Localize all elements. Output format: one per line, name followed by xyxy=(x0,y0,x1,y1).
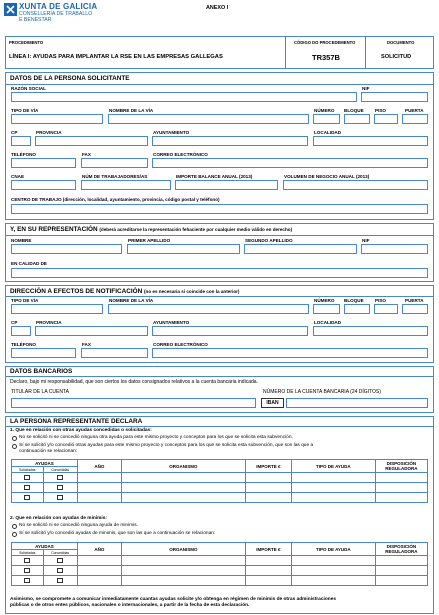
concedida-checkbox[interactable] xyxy=(57,578,63,583)
logo-title: XUNTA DE GALICIA xyxy=(19,2,98,11)
q2-text: 2. Que en relación con ayudas de minimis: xyxy=(10,516,108,521)
table-row xyxy=(12,473,428,483)
not-numero-label: NÚMERO xyxy=(314,298,335,303)
piso-label: PISO xyxy=(375,108,386,113)
tipo-header-2: TIPO DE AYUDA xyxy=(291,543,375,556)
not-numero-input[interactable] xyxy=(313,304,340,314)
solicitada-checkbox[interactable] xyxy=(24,568,30,573)
solicitada-checkbox[interactable] xyxy=(24,485,30,490)
notification-title-text: DIRECCIÓN A EFECTOS DE NOTIFICACIÓN xyxy=(10,288,143,295)
code-col-label: CÓDIGO DO PROCEDEMENTO xyxy=(294,40,356,45)
correo-input[interactable] xyxy=(152,158,428,168)
not-puerta-input[interactable] xyxy=(402,304,428,314)
not-provincia-input[interactable] xyxy=(35,326,148,336)
bank-declaration: Declaro, bajo mi responsabilidad, que son ciertos los datos consignados relativos a la cuenta bancaria indicada. xyxy=(10,379,258,385)
q1-option-yes-text: Sí se solicitó y/o concedió otras ayudas para este mismo proyecto y conceptos para los que se solicita esta subvención, que son las que a xyxy=(19,443,314,448)
footer-text-1: Asimismo, se compromete a comunicar inmediatamente cuantas ayudas solicite y/o obtenga en régimen de minimis de otras administraciones xyxy=(10,597,337,602)
not-localidad-label: LOCALIDAD xyxy=(314,320,342,325)
representation-title-text: Y, EN SU REPRESENTACIÓN xyxy=(10,226,98,233)
q2-option-yes-text: Sí se solicitó y/o concedió ayudas de minimis, que son las que a continuación se relacionan: xyxy=(19,531,216,536)
fax-input[interactable] xyxy=(81,158,148,168)
not-telefono-label: TELÉFONO xyxy=(11,342,37,347)
titular-input[interactable] xyxy=(11,398,256,408)
piso-input[interactable] xyxy=(374,114,398,124)
importe-header: IMPORTE € xyxy=(245,460,291,473)
tipo-header: TIPO DE AYUDA xyxy=(291,460,375,473)
titular-label: TITULAR DE LA CUENTA xyxy=(11,389,69,395)
ayudas-header: AYUDAS xyxy=(12,460,78,467)
telefono-input[interactable] xyxy=(11,158,76,168)
provincia-label: PROVINCIA xyxy=(36,130,62,135)
nif-label: NIF xyxy=(362,86,370,91)
not-piso-input[interactable] xyxy=(374,304,398,314)
cp-label: CP xyxy=(11,130,18,135)
applicant-title: DATOS DE LA PERSONA SOLICITANTE xyxy=(10,75,130,82)
not-nombre-via-input[interactable] xyxy=(108,304,309,314)
telefono-label: TELÉFONO xyxy=(11,152,37,157)
cnae-input[interactable] xyxy=(11,180,76,190)
concedida-checkbox[interactable] xyxy=(57,558,63,563)
not-tipo-via-label: TIPO DE VÍA xyxy=(11,298,39,303)
rep-primer-apellido-input[interactable] xyxy=(127,244,240,254)
code-value: TR357B xyxy=(312,53,340,62)
rep-primer-apellido-label: PRIMER APELLIDO xyxy=(128,238,171,243)
rep-nif-input[interactable] xyxy=(361,244,428,254)
solicitadas-header: Solicitadas xyxy=(12,467,44,473)
table-row xyxy=(12,493,428,503)
declares-title: LA PERSONA REPRESENTANTE DECLARA xyxy=(10,418,143,425)
procedure-box xyxy=(5,36,434,69)
q1-option-yes-text-2: continuación se relacionan: xyxy=(19,449,78,454)
not-ayuntamiento-label: AYUNTAMIENTO xyxy=(153,320,190,325)
disposicion-header-2b: REGULADORA xyxy=(385,549,418,554)
solicitada-checkbox[interactable] xyxy=(24,475,30,480)
tipo-via-input[interactable] xyxy=(11,114,103,124)
disposicion-header xyxy=(375,460,427,473)
not-fax-label: FAX xyxy=(82,342,91,347)
q1-option-no-radio[interactable] xyxy=(12,436,17,441)
table-row xyxy=(12,483,428,493)
rep-en-calidad-label: EN CALIDAD DE xyxy=(11,261,47,266)
disposicion-header-1: DISPOSICIÓN xyxy=(386,461,417,466)
table-row xyxy=(12,556,428,566)
logo-subtitle-1: CONSELLERÍA DE TRABALLO xyxy=(19,11,93,17)
num-trabajadores-label: NÚM DE TRABAJADORES/AS xyxy=(82,174,148,179)
puerta-input[interactable] xyxy=(402,114,428,124)
not-localidad-input[interactable] xyxy=(313,326,428,336)
concedida-checkbox[interactable] xyxy=(57,495,63,500)
not-telefono-input[interactable] xyxy=(11,348,76,358)
iban-box xyxy=(261,398,284,408)
bloque-input[interactable] xyxy=(344,114,370,124)
importe-balance-label: IMPORTE BALANCE ANUAL (2013) xyxy=(176,174,253,179)
not-puerta-label: PUERTA xyxy=(405,298,424,303)
ayuntamiento-input[interactable] xyxy=(152,136,308,146)
account-number-input[interactable] xyxy=(286,398,428,408)
procedure-value: LÍNEA I: AYUDAS PARA IMPLANTAR LA RSE EN LAS EMPRESAS GALLEGAS xyxy=(9,54,223,60)
localidad-input[interactable] xyxy=(313,136,428,146)
not-fax-input[interactable] xyxy=(81,348,148,358)
aid-table-2 xyxy=(11,542,428,586)
procedure-col-label: PROCEDIMENTO xyxy=(9,40,44,45)
ayuntamiento-label: AYUNTAMIENTO xyxy=(153,130,190,135)
rep-segundo-apellido-label: SEGUNDO APELLIDO xyxy=(245,238,293,243)
ayudas-header-2: AYUDAS xyxy=(12,543,78,550)
puerta-label: PUERTA xyxy=(405,108,424,113)
provincia-input[interactable] xyxy=(35,136,148,146)
not-tipo-via-input[interactable] xyxy=(11,304,103,314)
nombre-via-label: NOMBRE DE LA VÍA xyxy=(109,108,154,113)
disposicion-header-2 xyxy=(375,543,427,556)
q1-option-yes-radio[interactable] xyxy=(12,444,17,449)
centro-trabajo-label: CENTRO DE TRABAJO (dirección, localidad, ayuntamiento, provincia, código postal y teléfono) xyxy=(11,197,220,202)
organismo-header-2: ORGANISMO xyxy=(121,543,245,556)
cnae-label: CNAE xyxy=(11,174,25,179)
concedida-checkbox[interactable] xyxy=(57,485,63,490)
table-row xyxy=(12,576,428,586)
ano-header: AÑO xyxy=(77,460,121,473)
volumen-negocio-label: VOLUMEN DE NEGOCIO ANUAL (2013) xyxy=(284,174,370,179)
not-cp-label: CP xyxy=(11,320,18,325)
nif-input[interactable] xyxy=(361,92,428,102)
q2-option-no-radio[interactable] xyxy=(12,524,17,529)
not-bloque-input[interactable] xyxy=(344,304,370,314)
disposicion-header-2a: DISPOSICIÓN xyxy=(386,544,417,549)
solicitada-checkbox[interactable] xyxy=(24,578,30,583)
annex-label: ANEXO I xyxy=(206,5,229,11)
representation-note: (deberá acreditarse la representación fehaciente por cualquier medio válido en derecho) xyxy=(99,227,293,232)
not-bloque-label: BLOQUE xyxy=(344,298,364,303)
volumen-negocio-input[interactable] xyxy=(283,180,428,190)
q2-option-yes-radio[interactable] xyxy=(12,532,17,537)
not-nombre-via-label: NOMBRE DE LA VÍA xyxy=(109,298,154,303)
num-trabajadores-input[interactable] xyxy=(81,180,171,190)
importe-header-2: IMPORTE € xyxy=(245,543,291,556)
rep-nombre-input[interactable] xyxy=(11,244,122,254)
rep-segundo-apellido-input[interactable] xyxy=(244,244,357,254)
logo-subtitle-2: E BENESTAR xyxy=(19,17,52,23)
bank-title: DATOS BANCARIOS xyxy=(10,368,73,375)
numero-input[interactable] xyxy=(313,114,340,124)
solicitada-checkbox[interactable] xyxy=(24,495,30,500)
not-piso-label: PISO xyxy=(375,298,386,303)
tipo-via-label: TIPO DE VÍA xyxy=(11,108,39,113)
logo xyxy=(4,3,17,16)
not-correo-input[interactable] xyxy=(152,348,428,358)
aid-table-1 xyxy=(11,459,428,503)
q1-text: 1. Que en relación con otras ayudas concedidas o solicitadas: xyxy=(10,428,152,433)
document-value: SOLICITUD xyxy=(381,54,412,60)
solicitada-checkbox[interactable] xyxy=(24,558,30,563)
fax-label: FAX xyxy=(82,152,91,157)
disposicion-header-2: REGULADORA xyxy=(385,466,418,471)
notification-title xyxy=(10,288,239,295)
not-provincia-label: PROVINCIA xyxy=(36,320,62,325)
nombre-via-input[interactable] xyxy=(108,114,309,124)
iban-label: IBAN xyxy=(266,400,279,406)
table-row xyxy=(12,566,428,576)
rep-nif-label: NIF xyxy=(362,238,370,243)
footer-text-2: públicas o de otros entes públicos, nacionales o internacionales, a partir de la fecha de esta declaración. xyxy=(10,603,250,608)
not-cp-input[interactable] xyxy=(11,326,31,336)
cp-input[interactable] xyxy=(11,136,31,146)
q1-option-no-text: No se solicitó ni se concedió ninguna otra ayuda para este mismo proyecto y conceptos para los que se solicita esta subvención. xyxy=(19,435,293,440)
q2-option-no-text: No se solicitó ni se concedió ninguna ayuda de minimis. xyxy=(19,523,138,528)
correo-label: CORREO ELECTRÓNICO xyxy=(153,152,208,157)
razon-social-input[interactable] xyxy=(11,92,357,102)
representation-title xyxy=(10,226,292,233)
numero-cuenta-label: NÚMERO DE LA CUENTA BANCARIA (24 DÍGITOS) xyxy=(263,389,381,395)
centro-trabajo-input[interactable] xyxy=(11,204,428,214)
concedida-checkbox[interactable] xyxy=(57,568,63,573)
not-correo-label: CORREO ELECTRÓNICO xyxy=(153,342,208,347)
razon-social-label: RAZÓN SOCIAL xyxy=(11,86,46,91)
solicitadas-header-2: Solicitadas xyxy=(12,550,44,556)
not-ayuntamiento-input[interactable] xyxy=(152,326,308,336)
rep-en-calidad-input[interactable] xyxy=(11,268,428,278)
importe-balance-input[interactable] xyxy=(175,180,278,190)
document-col-label: DOCUMENTO xyxy=(387,40,415,45)
bloque-label: BLOQUE xyxy=(344,108,364,113)
xunta-logo-icon xyxy=(4,3,17,16)
concedida-checkbox[interactable] xyxy=(57,475,63,480)
localidad-label: LOCALIDAD xyxy=(314,130,342,135)
rep-nombre-label: NOMBRE xyxy=(11,238,32,243)
ano-header-2: AÑO xyxy=(77,543,121,556)
concedidas-header: Concedidas xyxy=(43,467,77,473)
concedidas-header-2: Concedidas xyxy=(43,550,77,556)
numero-label: NÚMERO xyxy=(314,108,335,113)
organismo-header: ORGANISMO xyxy=(121,460,245,473)
notification-note: (no es necesaria si coincide con la anterior) xyxy=(143,289,240,294)
